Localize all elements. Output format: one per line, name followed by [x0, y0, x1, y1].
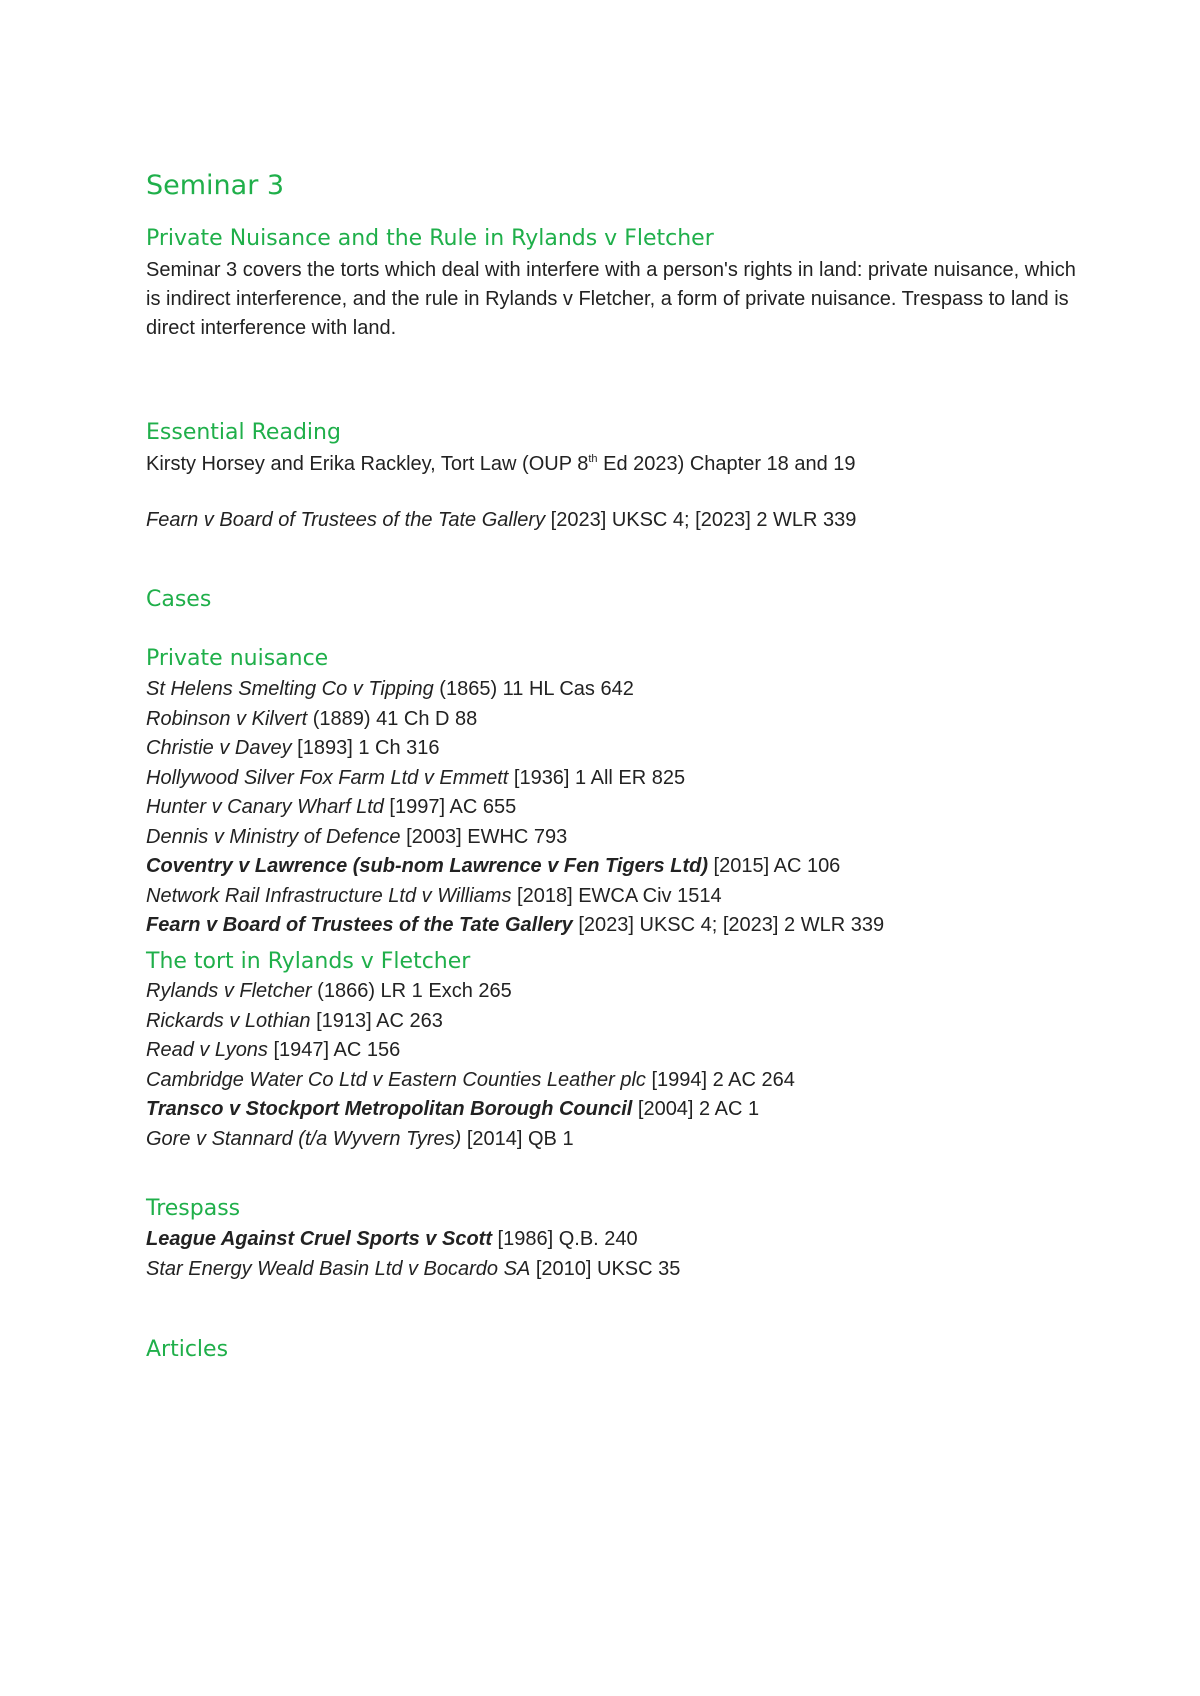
- list-item: [146, 1007, 795, 1037]
- case-citation: [1997] AC 655: [383, 796, 517, 818]
- case-citation: [2004] 2 AC 1: [632, 1098, 760, 1120]
- case-citation: [2014] QB 1: [461, 1127, 574, 1150]
- list-item: [146, 1036, 795, 1066]
- case-citation: (1889) 41 Ch D 88: [307, 707, 478, 730]
- case-citation: [1893] 1 Ch 316: [291, 737, 440, 759]
- list-item: [146, 1125, 795, 1155]
- case-name: Christie v Davey: [146, 737, 292, 759]
- case-name: Rylands v Fletcher: [146, 980, 312, 1002]
- case-name: League Against Cruel Sports v Scott: [146, 1228, 492, 1250]
- case-name: Read v Lyons: [146, 1039, 268, 1061]
- case-name: Star Energy Weald Basin Ltd v Bocardo SA: [146, 1257, 531, 1280]
- case-citation: [2003] EWHC 793: [400, 825, 568, 848]
- list-item: [146, 675, 884, 705]
- list-item: [146, 977, 795, 1007]
- case-name: Dennis v Ministry of Defence: [146, 825, 401, 848]
- list-item: [146, 1255, 680, 1285]
- case-name: Network Rail Infrastructure Ltd v Williams: [146, 884, 512, 907]
- list-item: [146, 734, 884, 764]
- essential-reading-heading: Essential Reading: [146, 420, 341, 445]
- case-name: Gore v Stannard (t/a Wyvern Tyres): [146, 1127, 462, 1150]
- case-name: Hunter v Canary Wharf Ltd: [146, 796, 384, 818]
- private-nuisance-list: [146, 675, 884, 941]
- case-citation: [1986] Q.B. 240: [492, 1228, 638, 1250]
- list-item: [146, 1066, 795, 1096]
- case-name: Fearn v Board of Trustees of the Tate Gallery: [146, 914, 573, 936]
- case-citation: (1865) 11 HL Cas 642: [433, 678, 634, 700]
- private-nuisance-heading: Private nuisance: [146, 646, 329, 671]
- intro-paragraph: Seminar 3 covers the torts which deal with interfere with a person's rights in land: private nuisance, which is indirect interference, and the rule in Rylands v Fletcher, a form of private nuisance. Trespass to land is direct interference with land.: [146, 259, 1076, 339]
- book-text: Kirsty Horsey and Erika Rackley, Tort Law (OUP 8: [146, 453, 589, 475]
- list-item: [146, 793, 884, 823]
- case-citation: [1913] AC 263: [310, 1009, 443, 1032]
- essential-reading-book: [146, 450, 1086, 479]
- case-citation: [1994] 2 AC 264: [645, 1068, 795, 1091]
- case-citation: (1866) LR 1 Exch 265: [311, 980, 512, 1002]
- list-item: [146, 764, 884, 794]
- case-citation: [2015] AC 106: [707, 855, 841, 877]
- list-item: [146, 1225, 680, 1255]
- trespass-heading: Trespass: [146, 1196, 241, 1221]
- list-item: [146, 1095, 795, 1125]
- page-title: Seminar 3: [146, 170, 285, 201]
- trespass-list: [146, 1225, 680, 1284]
- list-item: [146, 882, 884, 912]
- cases-heading: Cases: [146, 587, 212, 612]
- list-item: [146, 911, 884, 941]
- list-item: [146, 823, 884, 853]
- case-name: Coventry v Lawrence (sub-nom Lawrence v Fen Tigers Ltd): [146, 855, 708, 877]
- case-citation: [1947] AC 156: [267, 1039, 401, 1061]
- case-name: Rickards v Lothian: [146, 1009, 311, 1032]
- case-name: Robinson v Kilvert: [146, 707, 308, 730]
- case-name: Transco v Stockport Metropolitan Borough Council: [146, 1098, 633, 1120]
- rylands-list: [146, 977, 795, 1154]
- case-citation: [2018] EWCA Civ 1514: [511, 884, 722, 907]
- case-name: Fearn v Board of Trustees of the Tate Gallery: [146, 509, 546, 531]
- case-citation: [2010] UKSC 35: [530, 1257, 681, 1280]
- articles-heading: Articles: [146, 1337, 229, 1362]
- list-item: [146, 852, 884, 882]
- list-item: [146, 705, 884, 735]
- case-citation: [1936] 1 All ER 825: [508, 766, 686, 789]
- case-citation: [2023] UKSC 4; [2023] 2 WLR 339: [572, 914, 885, 936]
- essential-reading-case: [146, 506, 1086, 535]
- case-citation: [2023] UKSC 4; [2023] 2 WLR 339: [545, 509, 857, 531]
- case-name: Cambridge Water Co Ltd v Eastern Counties Leather plc: [146, 1068, 646, 1091]
- case-name: Hollywood Silver Fox Farm Ltd v Emmett: [146, 766, 509, 789]
- rylands-heading: The tort in Rylands v Fletcher: [146, 949, 471, 974]
- case-name: St Helens Smelting Co v Tipping: [146, 678, 434, 700]
- subtitle-heading: Private Nuisance and the Rule in Rylands v Fletcher: [146, 226, 714, 251]
- book-text-end: Ed 2023) Chapter 18 and 19: [597, 453, 856, 475]
- book-superscript: th: [588, 453, 598, 465]
